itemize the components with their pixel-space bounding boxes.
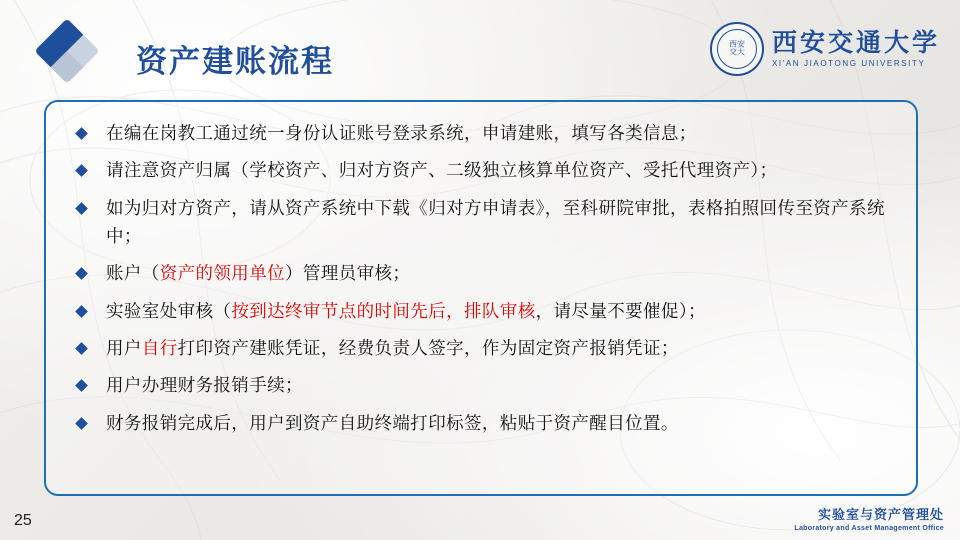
footer-org — [794, 504, 944, 532]
page-title: 资产建账流程 — [136, 44, 334, 79]
list-item-text: ，请尽量不要催促）； — [535, 301, 706, 322]
list-item-text: 在编在岗教工通过统一身份认证账号登录系统，申请建账，填写各类信息； — [106, 124, 697, 144]
university-seal-icon: 西安 交大 — [710, 22, 764, 76]
list-item-text: 请注意资产归属（学校资产、归对方资产、二级独立核算单位资产、受托代理资产）； — [106, 161, 778, 182]
list-item — [72, 195, 890, 252]
diamond-logo-icon — [34, 18, 99, 83]
list-item — [72, 260, 890, 288]
list-item — [72, 335, 890, 363]
bullet-list — [72, 120, 890, 438]
list-item-text: 财务报销完成后，用户到资产自助终端打印标签，粘贴于资产醒目位置。 — [106, 413, 679, 434]
university-logo — [710, 22, 940, 76]
list-item — [72, 372, 890, 400]
list-item — [72, 410, 890, 438]
list-item-text: 实验室处审核（ — [106, 301, 232, 322]
footer-org-en: Laboratory and Asset Management Office — [794, 525, 944, 532]
list-item-text: ）管理员审核； — [285, 264, 411, 285]
list-item-text: 如为归对方资产，请从资产系统中下载《归对方申请表》，至科研院审批，表格拍照回传至资产系统中； — [106, 198, 885, 248]
list-item-text: 用户 — [106, 339, 142, 360]
slide-header — [0, 0, 960, 92]
list-item-text: 资产的领用单位 — [159, 264, 286, 285]
list-item — [72, 120, 890, 148]
university-name-en: XI'AN JIAOTONG UNIVERSITY — [771, 59, 926, 69]
page-number: 25 — [14, 512, 32, 529]
list-item-text: 账户（ — [106, 264, 160, 285]
list-item-text: 按到达终审节点的时间先后，排队审核 — [231, 301, 536, 322]
university-name-cn: 西安交通大学 — [771, 27, 940, 57]
list-item — [72, 298, 890, 326]
footer-org-cn: 实验室与资产管理处 — [817, 507, 944, 522]
list-item-text: 打印资产建账凭证，经费负责人签字，作为固定资产报销凭证； — [177, 339, 679, 360]
list-item-text: 自行 — [141, 339, 178, 360]
list-item — [72, 157, 890, 185]
content-box — [44, 100, 918, 496]
list-item-text: 用户办理财务报销手续； — [106, 376, 303, 397]
